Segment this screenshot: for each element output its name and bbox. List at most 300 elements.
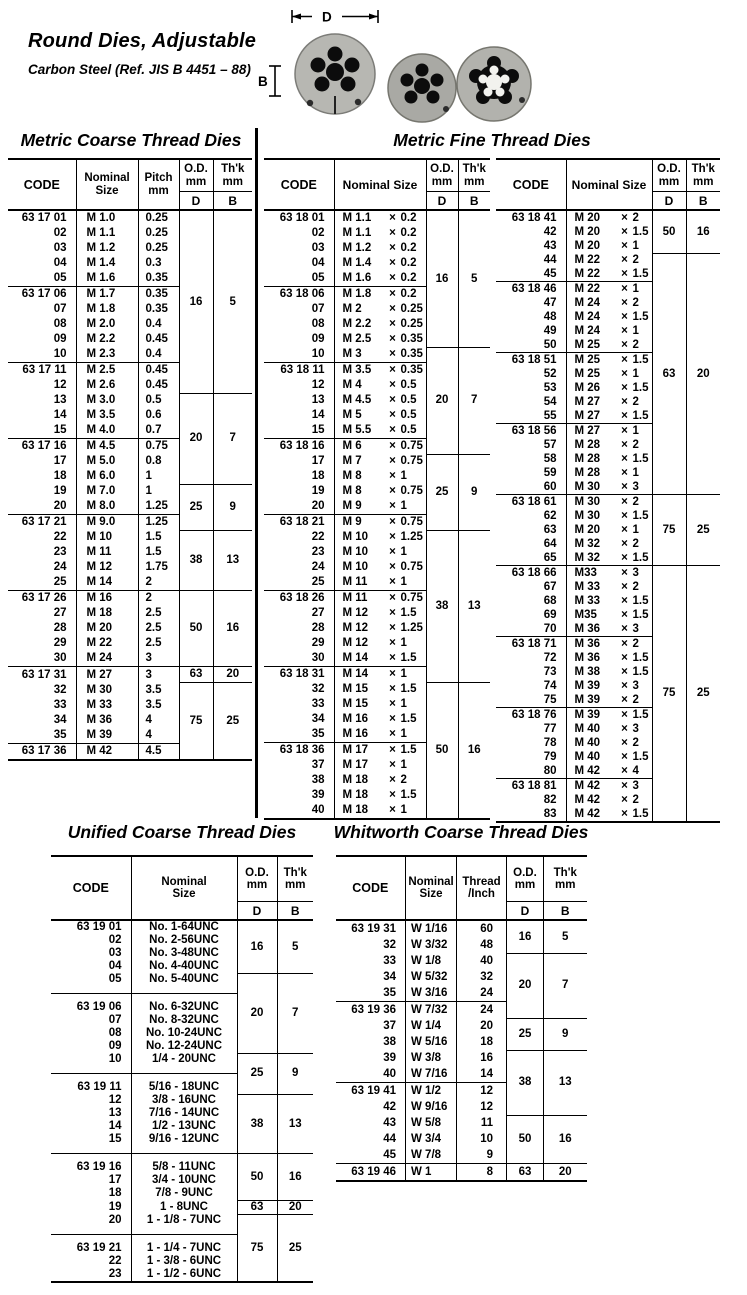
col-header-d: D bbox=[507, 902, 544, 921]
code-cell: 07 bbox=[53, 303, 67, 316]
die-photo-illustration bbox=[250, 2, 562, 126]
table-row bbox=[336, 953, 587, 969]
size-cell bbox=[334, 667, 426, 683]
pitch-value: 1.5 bbox=[632, 608, 649, 621]
pitch-cell: 0.25 bbox=[138, 226, 179, 241]
size-cell: M 33 bbox=[76, 698, 138, 713]
code-cell: 02 bbox=[108, 934, 122, 947]
code-cell: 14 bbox=[53, 409, 67, 422]
size-cell: 1 - 3/8 - 6UNC bbox=[131, 1255, 237, 1268]
thk-group-cell: 25 bbox=[686, 566, 720, 823]
size-cell bbox=[566, 722, 652, 736]
code-cell: 10 bbox=[108, 1053, 122, 1066]
size-cell: M 8.0 bbox=[76, 499, 138, 515]
code-cell: 03 bbox=[108, 947, 122, 960]
section-title-whitworth: Whitworth Coarse Thread Dies bbox=[333, 822, 589, 842]
pitch-value: 1 bbox=[632, 424, 639, 437]
code-cell: 04 bbox=[108, 960, 122, 973]
pitch-value: 2 bbox=[632, 338, 639, 351]
size-cell bbox=[334, 651, 426, 667]
pitch-value: 2 bbox=[632, 793, 639, 806]
code-cell: 05 bbox=[53, 272, 67, 285]
pitch-value: 2 bbox=[632, 395, 639, 408]
pitch-value: 1.5 bbox=[400, 652, 417, 665]
od-group-cell: 50 bbox=[507, 1115, 544, 1164]
size-cell bbox=[566, 267, 652, 282]
size-cell bbox=[334, 803, 426, 819]
size-cell bbox=[334, 332, 426, 347]
size-cell: M 3.5 bbox=[76, 408, 138, 423]
size-value: M 15 bbox=[342, 698, 369, 711]
size-cell bbox=[334, 287, 426, 303]
size-value: M 28 bbox=[574, 438, 601, 451]
section-title-metric-fine: Metric Fine Thread Dies bbox=[393, 130, 591, 150]
od-group-cell: 25 bbox=[237, 1053, 277, 1094]
code-cell: 67 bbox=[543, 580, 557, 593]
multiply-sign: × bbox=[621, 267, 628, 280]
pitch-value: 2 bbox=[632, 537, 639, 550]
pitch-value: 1.5 bbox=[632, 551, 649, 564]
code-cell: 30 bbox=[53, 652, 67, 665]
metric-coarse-section bbox=[8, 130, 254, 761]
size-cell bbox=[334, 499, 426, 515]
size-cell bbox=[334, 393, 426, 408]
code-cell: 42 bbox=[543, 225, 557, 238]
table-row bbox=[51, 1053, 313, 1074]
size-value: M 28 bbox=[574, 466, 601, 479]
code-cell: 22 bbox=[108, 1255, 122, 1268]
multiply-sign: × bbox=[621, 722, 628, 735]
pitch-cell: 3 bbox=[138, 651, 179, 667]
multiply-sign: × bbox=[621, 580, 628, 593]
pitch-cell: 3.5 bbox=[138, 683, 179, 698]
col-header-d: D bbox=[179, 192, 213, 211]
pitch-cell: 1.25 bbox=[138, 515, 179, 531]
thk-group-cell: 9 bbox=[213, 484, 252, 530]
threads-per-inch-cell: 24 bbox=[457, 985, 507, 1002]
size-value: M 4 bbox=[342, 379, 362, 392]
pitch-value: 3 bbox=[632, 722, 639, 735]
size-value: M 40 bbox=[574, 722, 601, 735]
thk-group-cell: 7 bbox=[544, 953, 587, 1018]
od-group-cell: 16 bbox=[507, 920, 544, 953]
threads-per-inch-cell: 9 bbox=[457, 1147, 507, 1164]
od-group-cell: 38 bbox=[237, 1094, 277, 1154]
size-value: M 11 bbox=[342, 576, 368, 589]
code-cell: 63 18 41 bbox=[511, 211, 557, 224]
multiply-sign: × bbox=[621, 338, 628, 351]
pitch-value: 1.5 bbox=[632, 409, 649, 422]
size-cell bbox=[334, 271, 426, 287]
size-cell: M 36 bbox=[76, 713, 138, 728]
multiply-sign: × bbox=[389, 257, 396, 270]
size-value: M 16 bbox=[342, 728, 369, 741]
od-group-cell: 25 bbox=[507, 1018, 544, 1050]
pitch-value: 2 bbox=[632, 253, 639, 266]
size-cell bbox=[334, 515, 426, 531]
multiply-sign: × bbox=[621, 637, 628, 650]
multiply-sign: × bbox=[389, 531, 396, 544]
multiply-sign: × bbox=[621, 367, 628, 380]
od-group-cell: 50 bbox=[652, 210, 686, 253]
die-photos bbox=[250, 2, 562, 131]
threads-per-inch-cell: 60 bbox=[457, 920, 507, 937]
multiply-sign: × bbox=[389, 774, 396, 787]
size-cell: M 1.8 bbox=[76, 302, 138, 317]
table-row bbox=[8, 683, 252, 698]
size-cell bbox=[566, 523, 652, 537]
code-cell: 02 bbox=[53, 227, 67, 240]
thk-group-cell: 7 bbox=[277, 973, 313, 1053]
multiply-sign: × bbox=[621, 253, 628, 266]
table-row bbox=[264, 530, 490, 545]
size-cell: W 1/4 bbox=[406, 1018, 457, 1034]
pitch-value: 1.5 bbox=[632, 452, 649, 465]
code-cell: 45 bbox=[383, 1148, 396, 1161]
col-header-nominal-size: Nominal Size bbox=[334, 159, 426, 210]
code-cell: 79 bbox=[543, 750, 557, 763]
code-cell: 60 bbox=[543, 480, 557, 493]
size-value: M 22 bbox=[574, 253, 601, 266]
col-header-code: CODE bbox=[8, 159, 76, 210]
code-cell: 33 bbox=[53, 698, 67, 711]
thk-group-cell: 13 bbox=[544, 1050, 587, 1115]
pitch-cell: 0.3 bbox=[138, 256, 179, 271]
size-value: M 9 bbox=[342, 516, 362, 529]
threads-per-inch-cell: 48 bbox=[457, 937, 507, 953]
size-cell: 5/8 - 11UNC bbox=[131, 1154, 237, 1175]
code-cell: 63 18 46 bbox=[496, 282, 566, 297]
code-cell: 44 bbox=[383, 1132, 396, 1145]
code-cell: 63 17 21 bbox=[8, 515, 76, 531]
size-value: M 28 bbox=[574, 452, 601, 465]
multiply-sign: × bbox=[389, 668, 396, 681]
size-cell: No. 2-56UNC bbox=[131, 934, 237, 947]
table-row bbox=[264, 682, 490, 697]
thk-group-cell: 16 bbox=[686, 210, 720, 253]
size-value: M 18 bbox=[342, 804, 369, 817]
size-value: M 22 bbox=[574, 267, 601, 280]
pitch-value: 3 bbox=[632, 679, 639, 692]
pitch-cell: 2.5 bbox=[138, 621, 179, 636]
col-header-d: D bbox=[426, 192, 458, 211]
code-cell: 63 19 36 bbox=[336, 1002, 406, 1019]
table-row bbox=[264, 454, 490, 469]
table-row bbox=[336, 1050, 587, 1066]
thk-group-cell: 20 bbox=[277, 1200, 313, 1214]
table-row bbox=[336, 920, 587, 937]
pitch-value: 1 bbox=[400, 728, 407, 741]
size-cell bbox=[566, 296, 652, 310]
multiply-sign: × bbox=[389, 212, 396, 225]
unified-section bbox=[36, 822, 328, 1283]
od-group-cell: 20 bbox=[507, 953, 544, 1018]
code-cell: 77 bbox=[543, 722, 557, 735]
size-cell bbox=[334, 758, 426, 773]
size-value: M 24 bbox=[574, 296, 601, 309]
pitch-value: 0.2 bbox=[400, 227, 417, 240]
pitch-cell: 0.75 bbox=[138, 439, 179, 455]
multiply-sign: × bbox=[621, 793, 628, 806]
multiply-sign: × bbox=[621, 424, 628, 437]
od-group-cell: 75 bbox=[237, 1214, 277, 1282]
whitworth-section bbox=[330, 822, 592, 1182]
pitch-value: 0.2 bbox=[400, 288, 417, 301]
pitch-value: 0.75 bbox=[400, 440, 423, 453]
multiply-sign: × bbox=[621, 480, 628, 493]
size-cell bbox=[334, 226, 426, 241]
size-cell bbox=[334, 317, 426, 332]
thk-group-cell: 20 bbox=[213, 667, 252, 683]
multiply-sign: × bbox=[389, 698, 396, 711]
size-cell bbox=[566, 210, 652, 225]
size-cell: 1 - 1/8 - 7UNC bbox=[131, 1214, 237, 1235]
pitch-value: 0.5 bbox=[400, 394, 417, 407]
code-cell: 63 17 31 bbox=[8, 667, 76, 683]
multiply-sign: × bbox=[621, 509, 628, 522]
code-cell: 75 bbox=[543, 693, 557, 706]
header-block bbox=[28, 30, 258, 77]
size-cell: M 1.2 bbox=[76, 241, 138, 256]
code-cell: 68 bbox=[543, 594, 557, 607]
pitch-value: 0.75 bbox=[400, 455, 423, 468]
size-cell: 7/16 - 14UNC bbox=[131, 1107, 237, 1120]
size-cell bbox=[334, 439, 426, 455]
col-header-pitch: Pitch mm bbox=[138, 159, 179, 210]
code-cell: 38 bbox=[383, 1035, 396, 1048]
multiply-sign: × bbox=[621, 395, 628, 408]
code-cell: 63 18 51 bbox=[496, 353, 566, 368]
die-photo-icon bbox=[457, 47, 531, 121]
table-row bbox=[51, 973, 313, 994]
code-cell: 05 bbox=[311, 272, 325, 285]
size-cell: 1 - 8UNC bbox=[131, 1200, 237, 1214]
pitch-value: 1 bbox=[632, 239, 639, 252]
size-value: M 2.5 bbox=[342, 333, 372, 346]
code-cell: 63 19 01 bbox=[76, 921, 122, 934]
code-cell: 07 bbox=[311, 303, 325, 316]
pitch-value: 1 bbox=[632, 324, 639, 337]
code-cell: 20 bbox=[108, 1214, 122, 1227]
pitch-value: 2 bbox=[632, 736, 639, 749]
size-cell: 5/16 - 18UNC bbox=[131, 1074, 237, 1095]
multiply-sign: × bbox=[389, 485, 396, 498]
code-cell: 15 bbox=[311, 424, 325, 437]
size-value: M 42 bbox=[574, 807, 601, 820]
col-header-od: O.D. mm bbox=[426, 159, 458, 192]
size-cell: 1 - 1/4 - 7UNC bbox=[131, 1235, 237, 1256]
code-cell: 78 bbox=[543, 736, 557, 749]
size-value: M 20 bbox=[574, 239, 601, 252]
size-value: M 25 bbox=[574, 338, 601, 351]
thk-group-cell: 25 bbox=[686, 495, 720, 566]
threads-per-inch-cell: 32 bbox=[457, 969, 507, 985]
code-cell: 63 18 31 bbox=[264, 667, 334, 683]
size-value: M 12 bbox=[342, 607, 369, 620]
size-value: M 36 bbox=[574, 651, 601, 664]
size-value: M 38 bbox=[574, 665, 601, 678]
pitch-cell: 0.25 bbox=[138, 241, 179, 256]
pitch-cell: 0.45 bbox=[138, 378, 179, 393]
size-cell bbox=[566, 239, 652, 253]
size-cell bbox=[566, 580, 652, 594]
col-header-thk: Th'k mm bbox=[277, 856, 313, 902]
size-cell bbox=[566, 480, 652, 495]
pitch-value: 3 bbox=[632, 566, 639, 579]
multiply-sign: × bbox=[389, 348, 396, 361]
multiply-sign: × bbox=[389, 637, 396, 650]
multiply-sign: × bbox=[621, 736, 628, 749]
code-cell: 63 19 31 bbox=[351, 922, 396, 935]
size-cell: W 7/16 bbox=[406, 1066, 457, 1083]
size-value: M 1.2 bbox=[342, 242, 372, 255]
size-cell: M 1.0 bbox=[76, 210, 138, 226]
size-cell bbox=[334, 378, 426, 393]
size-value: M 12 bbox=[342, 622, 369, 635]
size-cell bbox=[334, 560, 426, 575]
od-group-cell: 63 bbox=[652, 253, 686, 495]
code-cell: 30 bbox=[311, 652, 325, 665]
metric-coarse-table bbox=[8, 158, 252, 761]
die-photo-icon bbox=[295, 34, 375, 114]
pitch-cell: 3 bbox=[138, 667, 179, 683]
size-cell: W 5/16 bbox=[406, 1034, 457, 1050]
size-cell: M 2.2 bbox=[76, 332, 138, 347]
size-cell: 1/2 - 13UNC bbox=[131, 1120, 237, 1133]
dimension-b-label: B bbox=[258, 74, 268, 89]
code-cell: 34 bbox=[53, 713, 67, 726]
size-cell: M 10 bbox=[76, 530, 138, 545]
multiply-sign: × bbox=[621, 551, 628, 564]
pitch-value: 1 bbox=[400, 804, 407, 817]
pitch-value: 1.5 bbox=[632, 509, 649, 522]
multiply-sign: × bbox=[389, 470, 396, 483]
pitch-value: 4 bbox=[632, 764, 639, 777]
pitch-value: 1 bbox=[632, 466, 639, 479]
size-cell bbox=[334, 727, 426, 743]
table-row bbox=[496, 566, 720, 581]
size-value: M 8 bbox=[342, 470, 362, 483]
size-value: M 25 bbox=[574, 353, 601, 366]
multiply-sign: × bbox=[621, 750, 628, 763]
pitch-value: 1.5 bbox=[632, 225, 649, 238]
code-cell: 72 bbox=[543, 651, 557, 664]
size-cell bbox=[334, 256, 426, 271]
code-cell: 59 bbox=[543, 466, 557, 479]
multiply-sign: × bbox=[389, 516, 396, 529]
pitch-value: 2 bbox=[632, 637, 639, 650]
size-value: M 22 bbox=[574, 282, 601, 295]
size-cell: W 9/16 bbox=[406, 1099, 457, 1115]
size-cell bbox=[334, 408, 426, 423]
multiply-sign: × bbox=[389, 379, 396, 392]
code-cell: 40 bbox=[383, 1067, 396, 1080]
multiply-sign: × bbox=[621, 452, 628, 465]
size-cell bbox=[566, 409, 652, 424]
od-group-cell: 25 bbox=[179, 484, 213, 530]
code-cell: 63 18 66 bbox=[496, 566, 566, 581]
pitch-value: 3 bbox=[632, 480, 639, 493]
size-cell bbox=[566, 353, 652, 368]
size-cell bbox=[334, 530, 426, 545]
dimension-d-line bbox=[292, 10, 378, 23]
pitch-value: 0.35 bbox=[400, 348, 423, 361]
size-cell bbox=[566, 438, 652, 452]
pitch-value: 1 bbox=[400, 500, 407, 513]
size-value: M 27 bbox=[574, 409, 601, 422]
size-value: M 10 bbox=[342, 561, 369, 574]
size-value: M33 bbox=[574, 566, 597, 579]
size-value: M 20 bbox=[574, 225, 601, 238]
table-row bbox=[264, 347, 490, 363]
code-cell: 08 bbox=[311, 318, 325, 331]
code-cell: 83 bbox=[543, 807, 557, 820]
thk-group-cell: 9 bbox=[458, 454, 490, 530]
code-cell: 63 17 11 bbox=[8, 363, 76, 379]
pitch-cell: 1.25 bbox=[138, 499, 179, 515]
code-cell: 02 bbox=[311, 227, 325, 240]
thk-group-cell: 5 bbox=[277, 920, 313, 973]
thk-group-cell: 9 bbox=[277, 1053, 313, 1094]
multiply-sign: × bbox=[621, 310, 628, 323]
pitch-cell: 1 bbox=[138, 469, 179, 484]
col-header-thk: Th'k mm bbox=[458, 159, 490, 192]
code-cell: 63 18 21 bbox=[264, 515, 334, 531]
size-value: M 24 bbox=[574, 324, 601, 337]
size-value: M 39 bbox=[574, 708, 601, 721]
pitch-value: 1 bbox=[400, 698, 407, 711]
col-header-nominal-size: Nominal Size bbox=[131, 856, 237, 920]
code-cell: 54 bbox=[543, 395, 557, 408]
size-cell bbox=[334, 606, 426, 621]
od-group-cell: 50 bbox=[237, 1154, 277, 1201]
multiply-sign: × bbox=[621, 679, 628, 692]
table-row bbox=[51, 1200, 313, 1214]
size-cell bbox=[566, 495, 652, 510]
size-cell bbox=[566, 466, 652, 480]
col-header-nominal-size: Nominal Size bbox=[406, 856, 457, 920]
multiply-sign: × bbox=[389, 303, 396, 316]
multiply-sign: × bbox=[389, 455, 396, 468]
code-cell: 37 bbox=[383, 1019, 396, 1032]
thk-group-cell: 20 bbox=[686, 253, 720, 495]
size-cell: W 1/16 bbox=[406, 920, 457, 937]
multiply-sign: × bbox=[389, 652, 396, 665]
size-cell: M 11 bbox=[76, 545, 138, 560]
multiply-sign: × bbox=[621, 665, 628, 678]
size-cell bbox=[566, 779, 652, 794]
multiply-sign: × bbox=[389, 804, 396, 817]
size-cell bbox=[334, 682, 426, 697]
size-cell bbox=[566, 807, 652, 822]
code-cell: 15 bbox=[53, 424, 67, 437]
size-cell bbox=[566, 452, 652, 466]
code-cell: 63 19 11 bbox=[51, 1074, 131, 1095]
col-header-nominal-size: Nominal Size bbox=[566, 159, 652, 210]
code-cell: 63 18 81 bbox=[496, 779, 566, 794]
code-cell: 47 bbox=[543, 296, 557, 309]
whitworth-table bbox=[336, 855, 587, 1182]
size-cell: M 2.5 bbox=[76, 363, 138, 379]
code-cell: 39 bbox=[311, 789, 325, 802]
pitch-value: 0.2 bbox=[400, 212, 417, 225]
code-cell: 63 17 16 bbox=[8, 439, 76, 455]
pitch-cell: 1 bbox=[138, 484, 179, 499]
code-cell: 35 bbox=[53, 728, 67, 741]
pitch-value: 1.5 bbox=[400, 744, 417, 757]
size-cell: M 14 bbox=[76, 575, 138, 591]
multiply-sign: × bbox=[621, 409, 628, 422]
